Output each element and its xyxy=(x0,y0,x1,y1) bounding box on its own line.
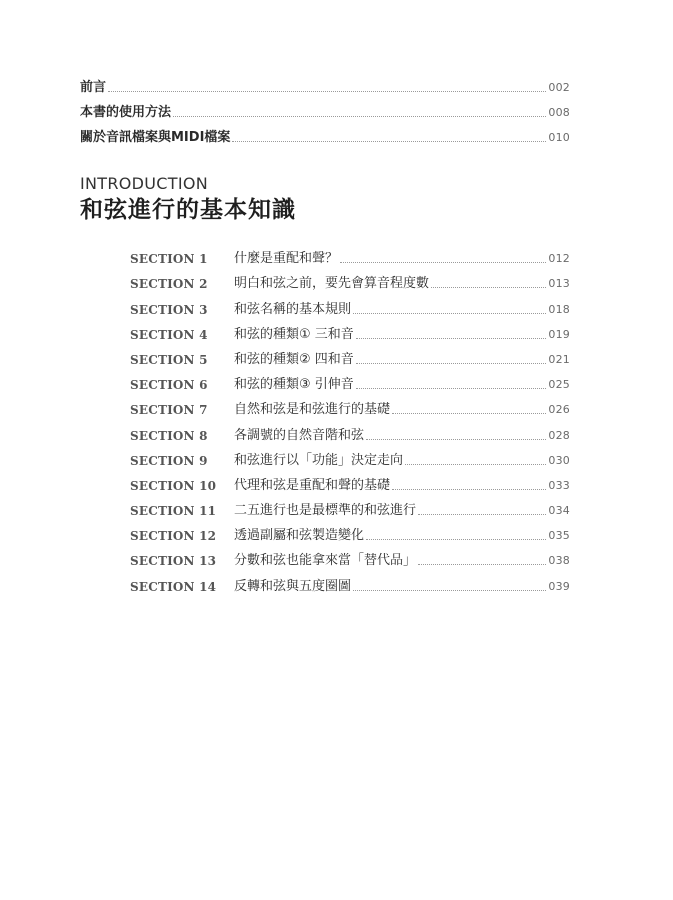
section-title: 和弦進行以「功能」決定走向 xyxy=(234,452,404,468)
dot-leader xyxy=(353,590,546,591)
section-title: 二五進行也是最標準的和弦進行 xyxy=(234,503,417,519)
dot-leader xyxy=(405,464,546,465)
section-title: 透過副屬和弦製造變化 xyxy=(234,528,365,544)
toc-entry-title: 前言 xyxy=(80,80,107,95)
toc-entry-page: 008 xyxy=(548,106,570,119)
section-label: SECTION 12 xyxy=(130,529,217,544)
section-title: 自然和弦是和弦進行的基礎 xyxy=(234,402,391,418)
section-entry[interactable] xyxy=(130,520,570,545)
section-label: SECTION 9 xyxy=(130,453,208,468)
section-label: SECTION 5 xyxy=(130,352,208,367)
section-label: SECTION 14 xyxy=(130,579,217,594)
dot-leader xyxy=(431,287,546,288)
dot-leader xyxy=(418,564,546,565)
dot-leader xyxy=(356,338,547,339)
toc-entry[interactable] xyxy=(80,122,570,147)
section-title: 和弦的種類③ 引伸音 xyxy=(234,377,354,393)
dot-leader xyxy=(353,313,546,314)
dot-leader xyxy=(173,116,546,117)
section-title: 什麼是重配和聲？ xyxy=(234,251,339,267)
section-page: 034 xyxy=(548,504,570,518)
section-label: SECTION 11 xyxy=(130,504,217,519)
section-title: 各調號的自然音階和弦 xyxy=(234,427,365,443)
section-page: 028 xyxy=(548,428,570,442)
section-entry[interactable] xyxy=(130,470,570,495)
section-page: 018 xyxy=(548,302,570,316)
chapter-label: INTRODUCTION xyxy=(80,174,209,193)
section-entry[interactable] xyxy=(130,545,570,570)
dot-leader xyxy=(232,141,546,142)
chapter-title: 和弦進行的基本知識 xyxy=(80,197,296,223)
section-page: 033 xyxy=(548,478,570,492)
section-label: SECTION 6 xyxy=(130,378,208,393)
section-list xyxy=(130,243,570,596)
section-title: 明白和弦之前，要先會算音程度數 xyxy=(234,276,430,292)
toc-entry-title: 本書的使用方法 xyxy=(80,105,172,120)
section-entry[interactable] xyxy=(130,570,570,595)
section-page: 019 xyxy=(548,327,570,341)
section-page: 039 xyxy=(548,579,570,593)
dot-leader xyxy=(418,514,546,515)
section-title: 和弦的種類① 三和音 xyxy=(234,326,354,342)
section-label: SECTION 4 xyxy=(130,327,208,342)
section-page: 012 xyxy=(548,252,570,266)
section-page: 021 xyxy=(548,352,570,366)
dot-leader xyxy=(366,439,546,440)
section-label: SECTION 2 xyxy=(130,277,208,292)
dot-leader xyxy=(392,489,546,490)
section-page: 038 xyxy=(548,554,570,568)
section-label: SECTION 3 xyxy=(130,302,208,317)
section-page: 013 xyxy=(548,277,570,291)
dot-leader xyxy=(356,363,547,364)
section-entry[interactable] xyxy=(130,344,570,369)
dot-leader xyxy=(108,91,546,92)
dot-leader xyxy=(366,539,546,540)
section-label: SECTION 13 xyxy=(130,554,217,569)
section-entry[interactable] xyxy=(130,445,570,470)
toc-entry-title: 關於音訊檔案與MIDI檔案 xyxy=(80,130,231,145)
section-entry[interactable] xyxy=(130,293,570,318)
section-title: 反轉和弦與五度圈圖 xyxy=(234,578,352,594)
section-label: SECTION 7 xyxy=(130,403,208,418)
section-page: 035 xyxy=(548,529,570,543)
chapter-heading xyxy=(80,174,296,225)
section-title: 和弦的種類② 四和音 xyxy=(234,351,354,367)
section-entry[interactable] xyxy=(130,419,570,444)
toc-entry-page: 010 xyxy=(548,131,570,144)
section-label: SECTION 1 xyxy=(130,252,208,267)
section-entry[interactable] xyxy=(130,394,570,419)
section-title: 代理和弦是重配和聲的基礎 xyxy=(234,477,391,493)
section-page: 025 xyxy=(548,378,570,392)
section-title: 分數和弦也能拿來當「替代品」 xyxy=(234,553,417,569)
section-entry[interactable] xyxy=(130,495,570,520)
section-title: 和弦名稱的基本規則 xyxy=(234,301,352,317)
toc-entry-page: 002 xyxy=(548,81,570,94)
toc-entry[interactable] xyxy=(80,72,570,97)
dot-leader xyxy=(340,262,546,263)
section-label: SECTION 8 xyxy=(130,428,208,443)
front-matter-list xyxy=(80,72,570,147)
section-label: SECTION 10 xyxy=(130,478,217,493)
section-page: 030 xyxy=(548,453,570,467)
section-entry[interactable] xyxy=(130,268,570,293)
section-entry[interactable] xyxy=(130,243,570,268)
dot-leader xyxy=(356,388,547,389)
section-entry[interactable] xyxy=(130,319,570,344)
section-page: 026 xyxy=(548,403,570,417)
section-entry[interactable] xyxy=(130,369,570,394)
toc-entry[interactable] xyxy=(80,97,570,122)
dot-leader xyxy=(392,413,546,414)
